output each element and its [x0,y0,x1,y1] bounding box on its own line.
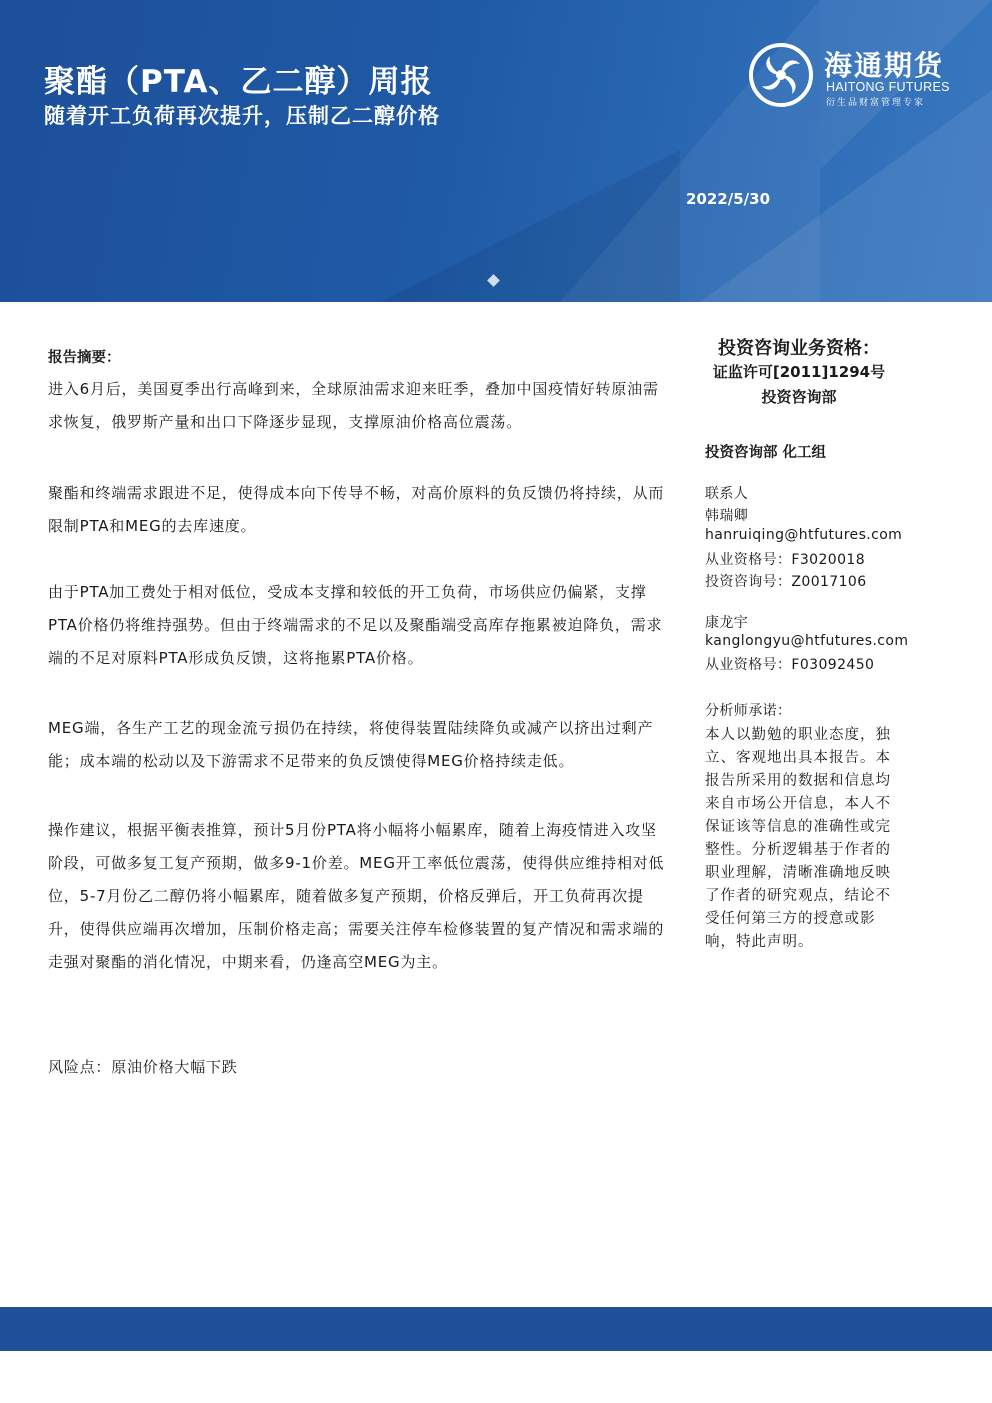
department: 投资咨询部 [761,388,837,406]
report-subtitle: 随着开工负荷再次提升，压制乙二醇价格 [44,104,440,128]
summary-paragraph: 进入6月后，美国夏季出行高峰到来，全球原油需求迎来旺季，叠加中国疫情好转原油需求恢复，俄罗斯产量和出口下降逐步显现，支撑原油价格高位震荡。 [48,380,659,431]
analyst-license: 从业资格号：F3020018 [705,552,866,568]
commitment-title: 分析师承诺： [705,703,792,719]
logo-name-en: HAITONG FUTURES [826,80,950,94]
summary-heading: 报告摘要： [48,350,121,366]
summary-paragraph: MEG端，各生产工艺的现金流亏损仍在持续，将使得装置陆续降负或减产以挤出过剩产能；成本端的松动以及下游需求不足带来的负反馈使得MEG价格持续走低。 [48,719,654,770]
summary-paragraph: 由于PTA加工费处于相对低位，受成本支撑和较低的开工负荷，市场供应仍偏紧，支撑PTA价格仍将维持强势。但由于终端需求的不足以及聚酯端受高库存拖累被迫降负，需求端的不足对原料PTA形成负反馈，这将拖累PTA价格。 [48,583,663,667]
report-title: 聚酯（PTA、乙二醇）周报 [44,64,433,100]
report-date: 2022/5/30 [686,190,771,208]
contact-label: 联系人 [705,486,749,502]
summary-paragraph: 操作建议，根据平衡表推算，预计5月份PTA将小幅将小幅累库，随着上海疫情进入攻坚阶段，可做多复工复产预期，做多9-1价差。MEG开工率低位震荡，使得供应维持相对低位，5-7月份乙二醇仍将小幅累库，随着做多复产预期，价格反弹后，开工负荷再次提升，使得供应端再次增加，压制价格走高；需要关注停车检修装置的复产情况和需求端的走强对聚酯的消化情况，中期来看，仍逢高空MEG为主。 [48,821,665,971]
company-logo [748,42,968,108]
footer-bar [0,1307,992,1351]
commitment-text: 本人以勤勉的职业态度，独立、客观地出具本报告。本报告所采用的数据和信息均来自市场公开信息，本人不保证该等信息的准确性或完整性。分析逻辑基于作者的职业理解，清晰准确地反映了作者的研究观点，结论不受任何第三方的授意或影响，特此声明。 [705,727,891,950]
qualification-title: 投资咨询业务资格： [718,338,880,359]
analyst-email[interactable]: hanruiqing@htfutures.com [705,527,903,543]
analyst-name: 韩瑞卿 [705,508,749,524]
banner-facet [380,150,680,302]
team-name: 投资咨询部 化工组 [705,445,827,461]
analyst-license: 从业资格号：F03092450 [705,657,875,673]
logo-slogan: 衍生品财富管理专家 [826,98,926,108]
summary-paragraph: 聚酯和终端需求跟进不足，使得成本向下传导不畅，对高价原料的负反馈仍将持续，从而限制PTA和MEG的去库速度。 [48,484,665,535]
risk-note: 风险点：原油价格大幅下跌 [48,1058,238,1076]
analyst-name: 康龙宇 [705,615,749,631]
logo-name-cn: 海通期货 [824,49,945,82]
analyst-email[interactable]: kanglongyu@htfutures.com [705,633,909,649]
haitong-swirl-logo-icon [748,42,814,108]
analyst-advisory-no: 投资咨询号：Z0017106 [705,574,867,590]
header-banner [0,0,992,302]
license-number: 证监许可[2011]1294号 [712,363,886,381]
